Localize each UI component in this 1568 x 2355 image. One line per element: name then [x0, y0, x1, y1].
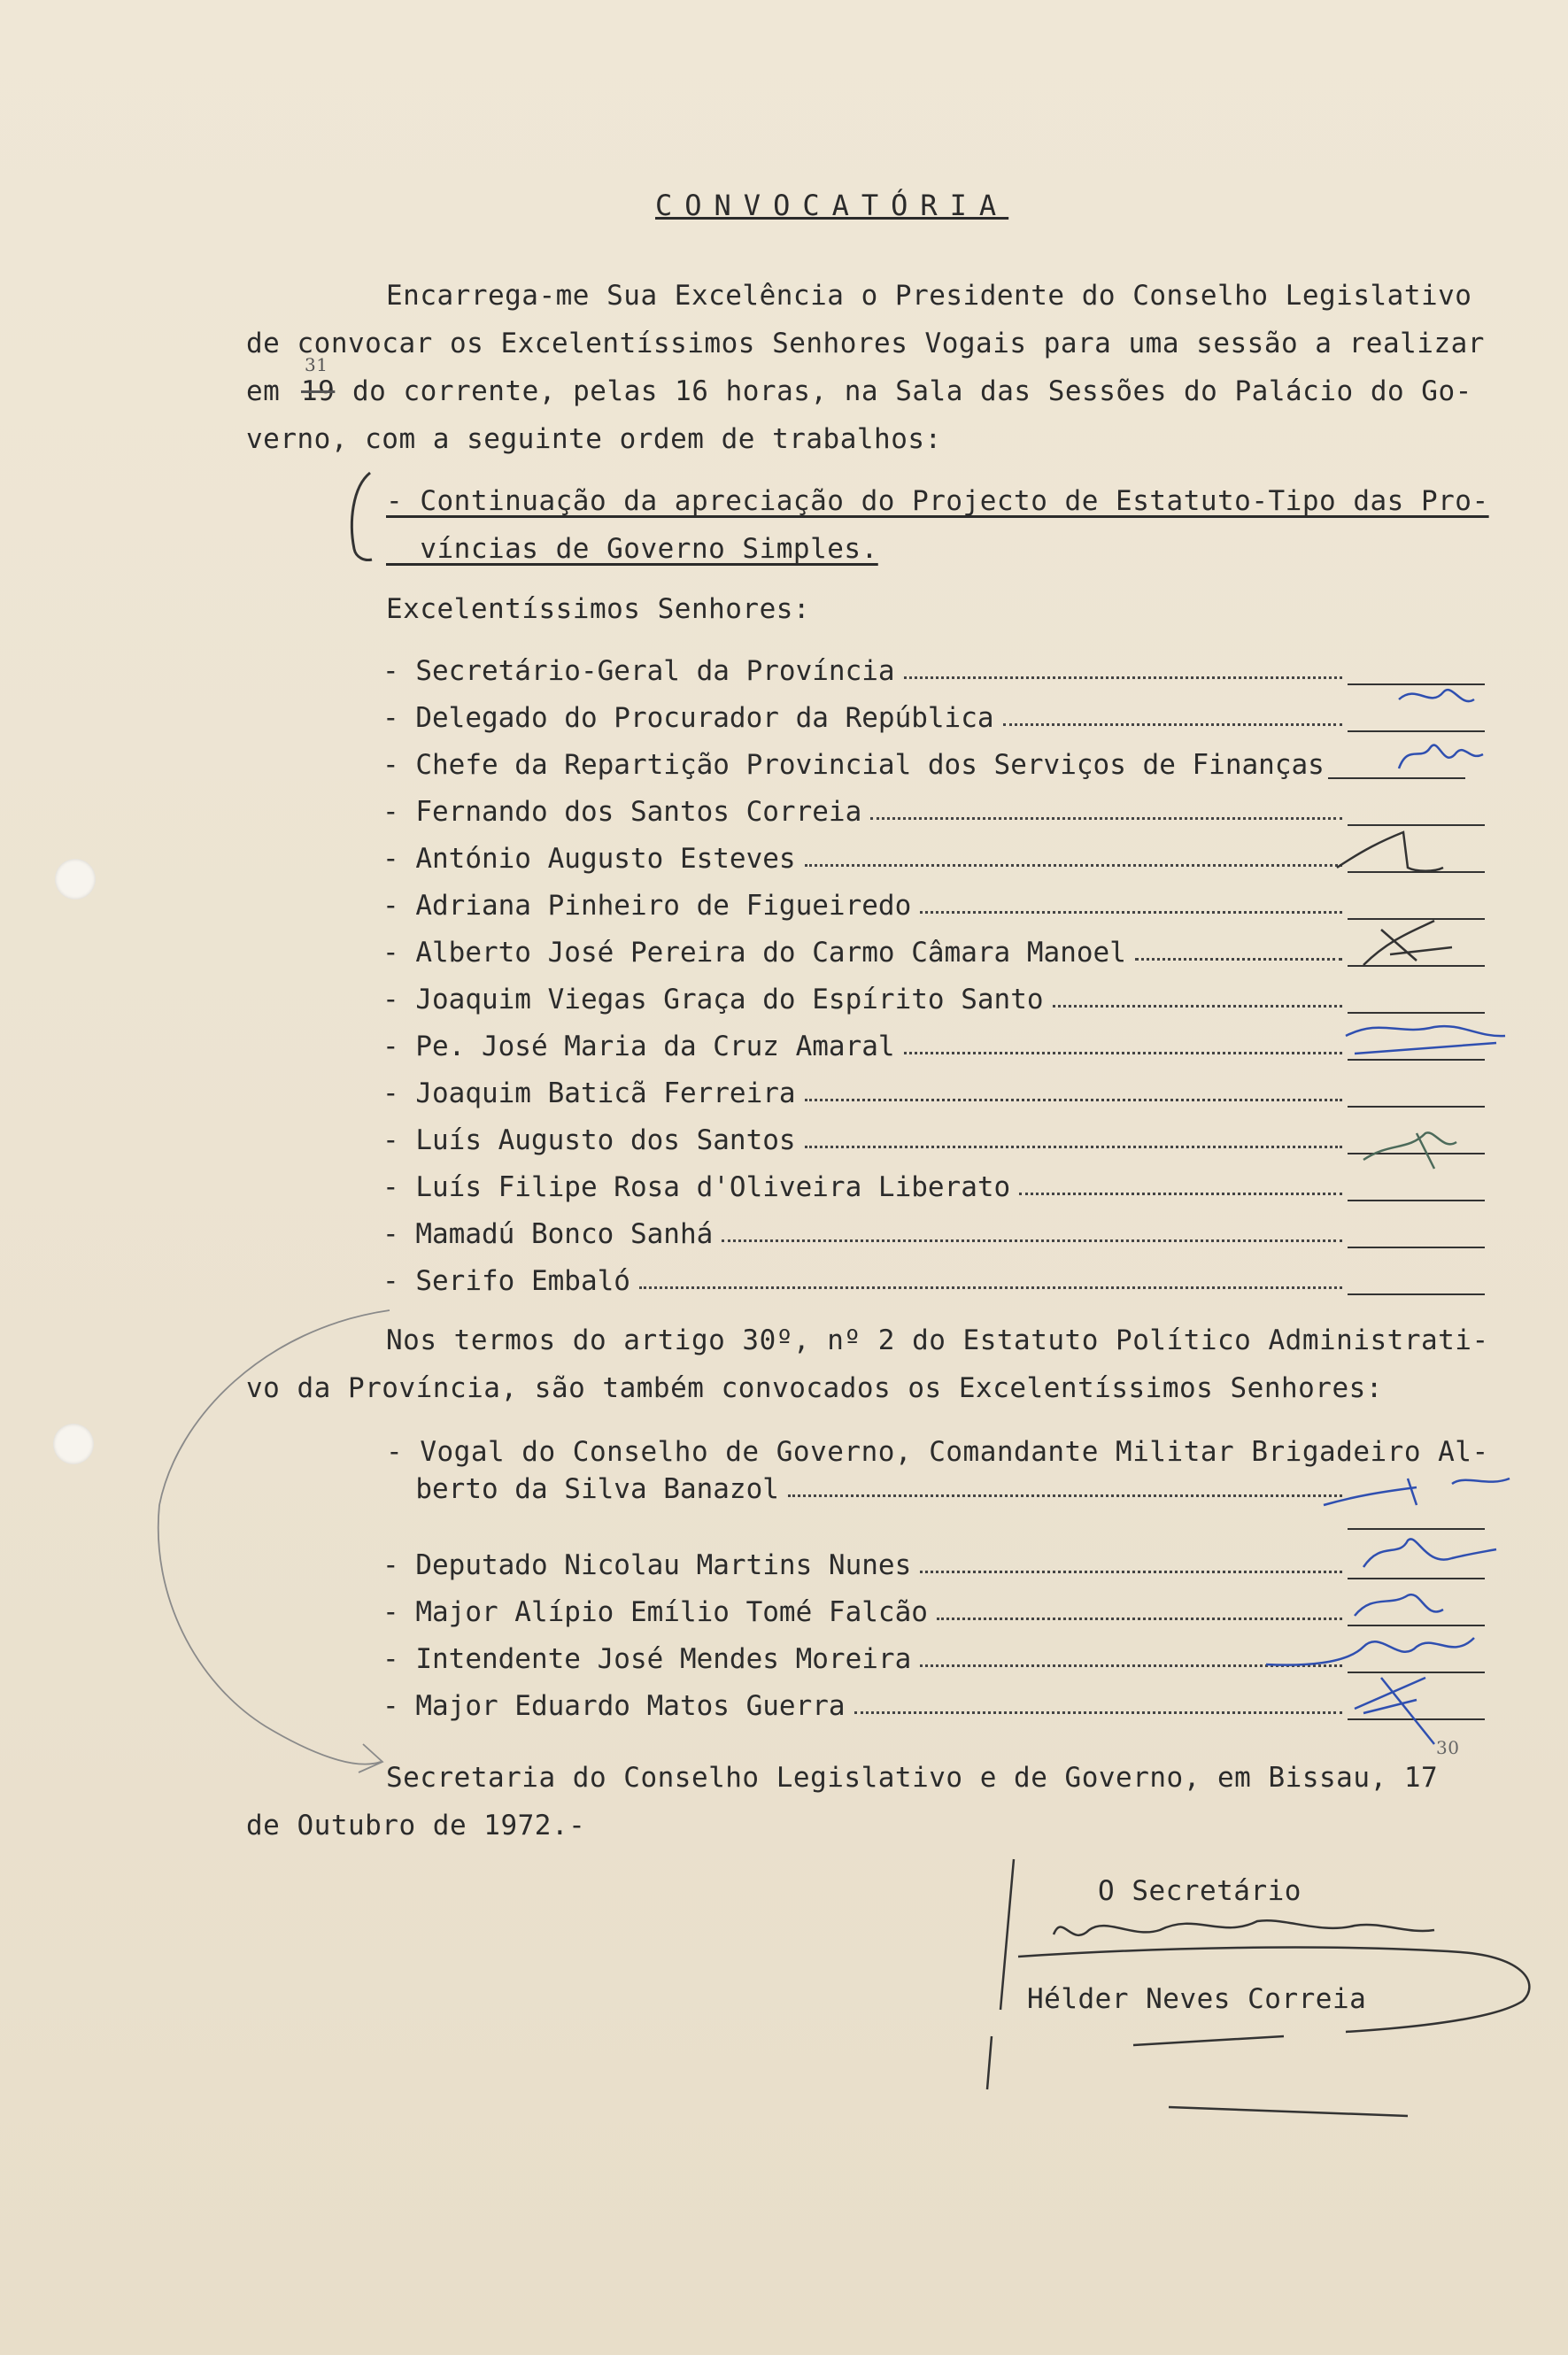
- intro-line-2: de convocar os Excelentíssimos Senhores Vogais para uma sessão a realizar: [246, 328, 1485, 359]
- extra-member-line-2: berto da Silva Banazol: [382, 1473, 779, 1505]
- member-name: - Pe. José Maria da Cruz Amaral: [382, 1031, 895, 1062]
- member-name: - Joaquim Baticã Ferreira: [382, 1077, 796, 1109]
- member-name: - Joaquim Viegas Graça do Espírito Santo: [382, 984, 1044, 1015]
- member-name: - Serifo Embaló: [382, 1265, 630, 1297]
- extra-member-name: - Major Eduardo Matos Guerra: [382, 1690, 846, 1722]
- member-name: - Fernando dos Santos Correia: [382, 796, 862, 828]
- signature-extra-5: [1355, 1678, 1434, 1744]
- date-prefix: em: [246, 375, 281, 407]
- signature-extra-2: [1363, 1539, 1496, 1567]
- member-name: - Chefe da Repartição Provincial dos Serviços de Finanças: [382, 749, 1325, 781]
- signature-2: [1399, 690, 1474, 701]
- member-name: - António Augusto Esteves: [382, 843, 796, 875]
- secretary-bracket: [987, 1859, 1014, 2089]
- addressees-heading: Excelentíssimos Senhores:: [386, 593, 811, 625]
- member-name: - Delegado do Procurador da República: [382, 702, 994, 734]
- extra-member-name: - Deputado Nicolau Martins Nunes: [382, 1549, 912, 1581]
- agenda-line-2: víncias de Governo Simples.: [386, 533, 878, 565]
- intro-line-1: Encarrega-me Sua Excelência o Presidente do Conselho Legislativo: [386, 280, 1472, 312]
- secretary-title: O Secretário: [1098, 1875, 1302, 1907]
- member-name: - Secretário-Geral da Província: [382, 655, 895, 687]
- signature-9: [1346, 1026, 1505, 1054]
- signature-4: [1337, 832, 1443, 871]
- document-title: CONVOCATÓRIA: [655, 189, 1009, 222]
- extra-member-line-1: - Vogal do Conselho de Governo, Comandante Militar Brigadeiro Al-: [386, 1436, 1489, 1468]
- agenda-line-1: - Continuação da apreciação do Projecto de Estatuto-Tipo das Pro-: [386, 485, 1489, 517]
- secretary-lower-stroke: [1133, 2036, 1408, 2116]
- closing-handwritten: 30: [1436, 1737, 1460, 1758]
- member-name: - Luís Filipe Rosa d'Oliveira Liberato: [382, 1171, 1011, 1203]
- extra-member-name: - Major Alípio Emílio Tomé Falcão: [382, 1596, 928, 1628]
- article-line-2: vo da Província, são também convocados os Excelentíssimos Senhores:: [246, 1372, 1383, 1404]
- closing-line-1: Secretaria do Conselho Legislativo e de Governo, em Bissau, 17: [386, 1762, 1439, 1794]
- intro-line-3: do corrente, pelas 16 horas, na Sala das Sessões do Palácio do Go-: [352, 375, 1472, 407]
- article-line-1: Nos termos do artigo 30º, nº 2 do Estatuto Político Administrati-: [386, 1324, 1489, 1356]
- signature-extra-3: [1355, 1594, 1443, 1616]
- date-struck: 19: [301, 375, 336, 407]
- secretary-name: Hélder Neves Correia: [1027, 1983, 1367, 2015]
- signature-extra-1: [1324, 1479, 1510, 1505]
- secretary-signature: [1054, 1920, 1434, 1935]
- member-name: - Luís Augusto dos Santos: [382, 1124, 796, 1156]
- closing-line-2: de Outubro de 1972.-: [246, 1810, 586, 1842]
- signature-3: [1399, 745, 1483, 768]
- signature-extra-4: [1266, 1638, 1474, 1665]
- member-name: - Adriana Pinheiro de Figueiredo: [382, 890, 912, 922]
- member-name: - Alberto José Pereira do Carmo Câmara Manoel: [382, 937, 1126, 969]
- member-name: - Mamadú Bonco Sanhá: [382, 1218, 714, 1250]
- intro-line-4: verno, com a seguinte ordem de trabalhos:: [246, 423, 942, 455]
- secretary-underline: [1018, 1948, 1529, 2032]
- signature-6: [1363, 921, 1452, 965]
- signature-10: [1363, 1132, 1456, 1169]
- extra-member-name: - Intendente José Mendes Moreira: [382, 1643, 912, 1675]
- date-handwritten: 31: [305, 354, 328, 375]
- pencil-arrow: [158, 1310, 390, 1772]
